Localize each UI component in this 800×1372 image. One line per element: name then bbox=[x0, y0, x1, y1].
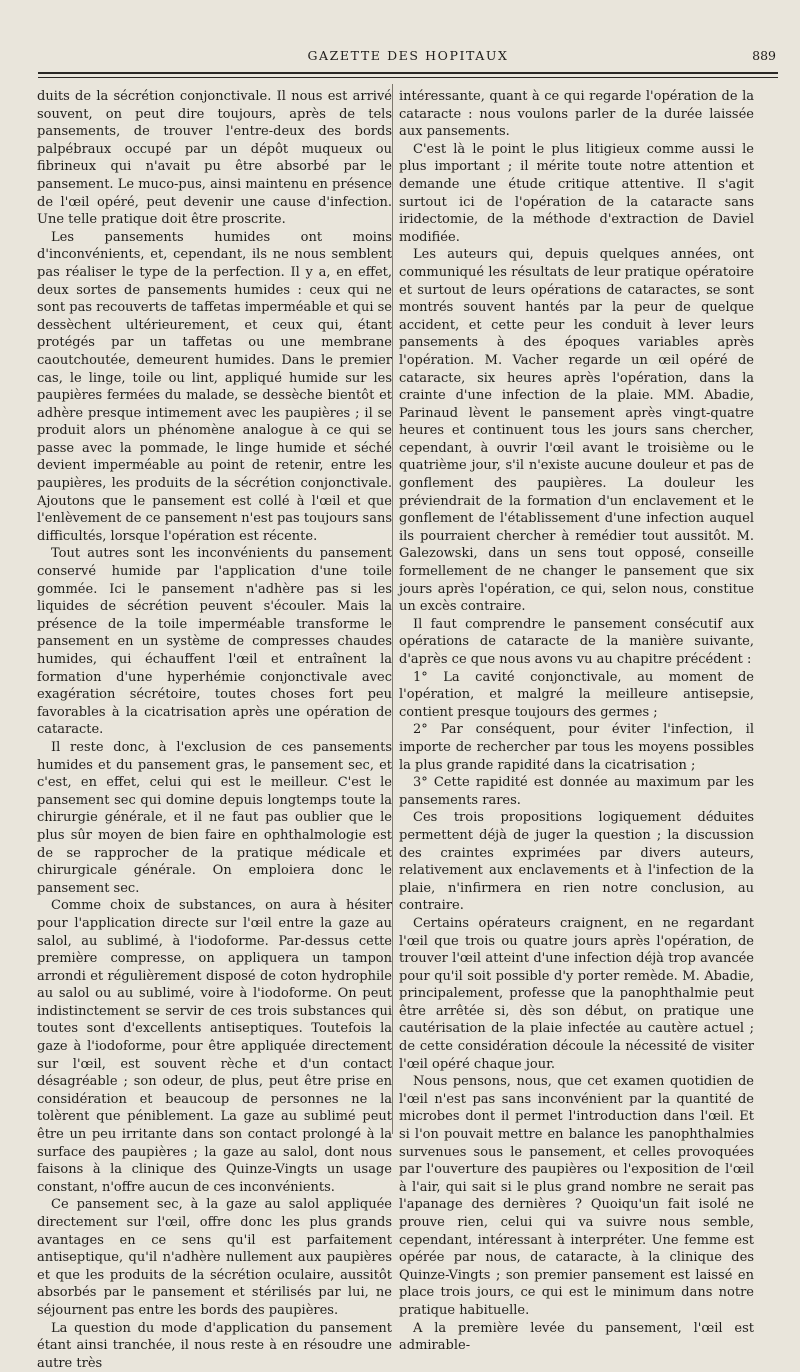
paragraph: Il reste donc, à l'exclusion de ces pansements humides et du pansement gras, le pansement sec, et c'est, en effet, celui qui est le meilleur. C'est le pansement sec qui domine depuis longtemps toute la chirurgie générale, et il ne faut pas oublier que le plus sûr moyen de bien faire en ophthalmologie est de se rapprocher de la pratique médicale et chirurgicale générale. On emploiera donc le pansement sec. bbox=[37, 739, 392, 896]
column-divider bbox=[392, 84, 393, 1134]
header-rule-thin bbox=[38, 77, 778, 78]
paragraph: C'est là le point le plus litigieux comme aussi le plus important ; il mérite toute notre attention et demande une étude critique attentive. Il s'agit surtout ici de l'opération de la cataracte sans iridectomie, de la méthode d'extraction de Daviel modifiée. bbox=[399, 141, 754, 245]
journal-title: GAZETTE DES HOPITAUX bbox=[307, 48, 509, 63]
left-column bbox=[37, 88, 392, 1371]
right-column bbox=[399, 88, 754, 1354]
paragraph: Certains opérateurs craignent, en ne regardant l'œil que trois ou quatre jours après l'opération, de trouver l'œil atteint d'une infection déjà trop avancée pour qu'il soit possible d'y porter remède. M. Abadie, principalement, professe que la panophthalmie peut être arrêtée si, dès son début, on pratique une cautérisation de la plaie infectée au cautère actuel ; de cette considération découle la nécessité de visiter l'œil opéré chaque jour. bbox=[399, 915, 754, 1072]
paragraph: Il faut comprendre le pansement consécutif aux opérations de cataracte de la manière suivante, d'après ce que nous avons vu au chapitre précédent : bbox=[399, 616, 754, 667]
paragraph: Comme choix de substances, on aura à hésiter pour l'application directe sur l'œil entre la gaze au salol, au sublimé, à l'iodoforme. Par-dessus cette première compresse, on appliquera un tampon arrondi et régulièrement disposé de coton hydrophile au salol ou au sublimé, voire à l'iodoforme. On peut indistinctement se servir de ces trois substances qui toutes sont d'excellents antiseptiques. Toutefois la gaze à l'iodoforme, pour être appliquée directement sur l'œil, est souvent rèche et d'un contact désagréable ; son odeur, de plus, peut être prise en considération et beaucoup de personnes ne la tolèrent que péniblement. La gaze au sublimé peut être un peu irritante dans son contact prolongé à la surface des paupières ; la gaze au salol, dont nous faisons à la clinique des Quinze-Vingts un usage constant, n'offre aucun de ces inconvénients. bbox=[37, 898, 392, 1195]
paragraph: A la première levée du pansement, l'œil est admirable- bbox=[399, 1320, 754, 1354]
paragraph: Ce pansement sec, à la gaze au salol appliquée directement sur l'œil, offre donc les plus grands avantages en ce sens qu'il est parfaitement antiseptique, qu'il n'adhère nullement aux paupières et que les produits de la sécrétion oculaire, aussitôt absorbés par le pansement et stérilisés par lui, ne séjournent pas entre les bords des paupières. bbox=[37, 1197, 392, 1318]
header-rule-thick bbox=[38, 72, 778, 74]
page-number: 889 bbox=[752, 48, 776, 63]
paragraph: Nous pensons, nous, que cet examen quotidien de l'œil n'est pas sans inconvénient par la quantité de microbes dont il permet l'introduction dans l'œil. Et si l'on pouvait mettre en balance les panophthalmies survenues sous le pansement, et celles provoquées par l'ouverture des paupières ou l'exposition de l'œil à l'air, qui sait si le plus grand nombre ne serait pas l'apanage des dernières ? Quoiqu'un fait isolé ne prouve rien, celui qui va suivre nous semble, cependant, intéressant à interpréter. Une femme est opérée par nous, de cataracte, à la clinique des Quinze-Vingts ; son premier pansement est laissé en place trois jours, ce qui est le minimum dans notre pratique habituelle. bbox=[399, 1074, 754, 1318]
paragraph: 3° Cette rapidité est donnée au maximum par les pansements rares. bbox=[399, 775, 754, 808]
paragraph: Les pansements humides ont moins d'inconvénients, et, cependant, ils ne nous semblent pas réaliser le type de la perfection. Il y a, en effet, deux sortes de pansements humides : ceux qui ne sont pas recouverts de taffetas imperméable et qui se dessèchent ultérieurement, et ceux qui, étant protégés par un taffetas ou une membrane caoutchoutée, demeurent humides. Dans le premier cas, le linge, toile ou lint, appliqué humide sur les paupières fermées du malade, se dessèche bientôt et adhère presque intimement avec les paupières ; il se produit alors un phénomène analogue à ce qui se passe avec la pommade, le linge humide et séché devient imperméable au point de retenir, entre les paupières, les produits de la sécrétion conjonctivale. Ajoutons que le pansement est collé à l'œil et que l'enlèvement de ce pansement n'est pas toujours sans difficultés, lorsque l'opération est récente. bbox=[37, 229, 392, 544]
paragraph: intéressante, quant à ce qui regarde l'opération de la cataracte : nous voulons parler de la durée laissée aux pansements. bbox=[399, 89, 754, 140]
page-header bbox=[38, 46, 778, 68]
paragraph: 1° La cavité conjonctivale, au moment de l'opération, et malgré la meilleure antisepsie, contient presque toujours des germes ; bbox=[399, 669, 754, 720]
paragraph: Ces trois propositions logiquement déduites permettent déjà de juger la question ; la discussion des craintes exprimées par divers auteurs, relativement aux enclavements et à l'infection de la plaie, n'infirmera en rien notre conclusion, au contraire. bbox=[399, 810, 754, 914]
paragraph: La question du mode d'application du pansement étant ainsi tranchée, il nous reste à en résoudre une autre très bbox=[37, 1320, 392, 1371]
paragraph: duits de la sécrétion conjonctivale. Il nous est arrivé souvent, on peut dire toujours, après de tels pansements, de trouver l'entre-deux des bords palpébraux occupé par un dépôt muqueux ou fibrineux qui n'avait pu être absorbé par le pansement. Le muco-pus, ainsi maintenu en présence de l'œil opéré, peut devenir une cause d'infection. Une telle pratique doit être proscrite. bbox=[37, 89, 392, 228]
paragraph: 2° Par conséquent, pour éviter l'infection, il importe de rechercher par tous les moyens possibles la plus grande rapidité dans la cicatrisation ; bbox=[399, 722, 754, 773]
paragraph: Les auteurs qui, depuis quelques années, ont communiqué les résultats de leur pratique opératoire et surtout de leurs opérations de cataractes, se sont montrés souvent hantés par la peur de quelque accident, et cette peur les conduit à lever leurs pansements à des époques variables après l'opération. M. Vacher regarde un œil opéré de cataracte, six heures après l'opération, dans la crainte d'une infection de la plaie. MM. Abadie, Parinaud lèvent le pansement après vingt-quatre heures et continuent tous les jours sans chercher, cependant, à ouvrir l'œil avant le troisième ou le quatrième jour, s'il n'existe aucune douleur et pas de gonflement des paupières. La douleur les préviendrait de la formation d'un enclavement et le gonflement de l'établissement d'une infection auquel ils pourraient chercher à remédier tout aussitôt. M. Galezowski, dans un sens tout opposé, conseille formellement de ne changer le pansement que six jours après l'opération, ce qui, selon nous, constitue un excès contraire. bbox=[399, 247, 754, 615]
paragraph: Tout autres sont les inconvénients du pansement conservé humide par l'application d'une toile gommée. Ici le pansement n'adhère pas si les liquides de sécrétion peuvent s'écouler. Mais la présence de la toile imperméable transforme le pansement en un système de compresses chaudes humides, qui échauffent l'œil et entraînent la formation d'une hyperhémie conjonctivale avec exagération sécrétoire, toutes choses fort peu favorables à la cicatrisation après une opération de cataracte. bbox=[37, 546, 392, 738]
